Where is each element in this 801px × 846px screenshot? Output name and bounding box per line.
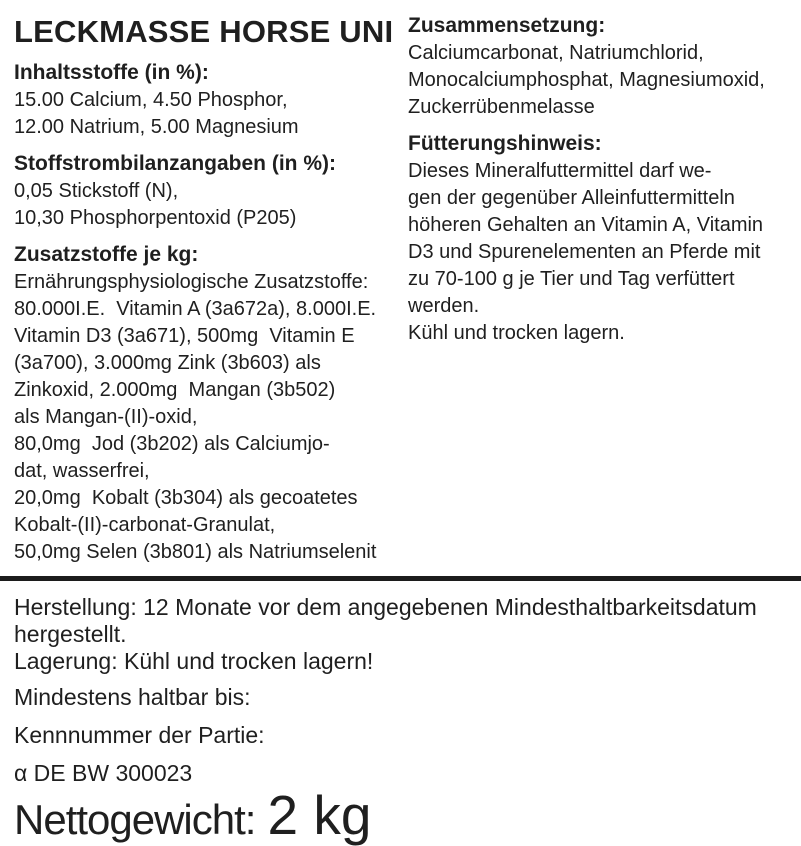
section-line: gen der gegenüber Alleinfuttermitteln: [408, 187, 735, 209]
section-line: 10,30 Phosphorpentoxid (P205): [14, 206, 297, 229]
section-line: Zuckerrübenmelasse: [408, 96, 595, 118]
section-line: zu 70-100 g je Tier und Tag verfüttert: [408, 268, 735, 290]
section-line: werden.: [408, 295, 480, 317]
net-weight-row: [14, 783, 787, 846]
section-line: 50,0mg Selen (3b801) als Natriumselenit: [14, 540, 377, 563]
section-line: 15.00 Calcium, 4.50 Phosphor,: [14, 88, 288, 111]
section-zusatzstoffe: [14, 241, 408, 566]
section-stoffstrombilanz: [14, 150, 408, 232]
best-before-label: Mindestens haltbar bis:: [14, 683, 251, 710]
section-line: Calciumcarbonat, Natriumchlorid,: [408, 42, 704, 64]
page-title: LECKMASSE HORSE UNI: [14, 14, 394, 49]
net-weight-value: 2 kg: [267, 783, 372, 846]
section-line: (3a700), 3.000mg Zink (3b603) als: [14, 351, 321, 374]
section-line: 0,05 Stickstoff (N),: [14, 179, 179, 202]
net-weight-label: Nettogewicht:: [14, 795, 256, 843]
section-line: höheren Gehalten an Vitamin A, Vitamin: [408, 214, 764, 236]
section-line: Ernährungsphysiologische Zusatzstoffe:: [14, 270, 369, 293]
section-line: Vitamin D3 (3a671), 500mg Vitamin E: [14, 324, 355, 347]
section-line: 80.000I.E. Vitamin A (3a672a), 8.000I.E.: [14, 297, 377, 320]
section-line: D3 und Spurenelementen an Pferde mit: [408, 241, 761, 263]
label-footer: [0, 581, 801, 846]
section-line: 12.00 Natrium, 5.00 Magnesium: [14, 115, 299, 138]
section-line: 20,0mg Kobalt (3b304) als gecoatetes: [14, 486, 358, 509]
section-line: Zinkoxid, 2.000mg Mangan (3b502): [14, 378, 336, 401]
section-inhaltsstoffe: [14, 59, 408, 141]
section-fuetterungshinweis: [408, 130, 787, 347]
section-line: 80,0mg Jod (3b202) als Calciumjo-: [14, 432, 330, 455]
section-line: Monocalciumphosphat, Magnesiumoxid,: [408, 69, 765, 91]
section-line: Kobalt-(II)-carbonat-Granulat,: [14, 513, 276, 536]
right-column: [408, 12, 787, 566]
production-info-line: hergestellt.: [14, 620, 127, 647]
storage-info-line: Lagerung: Kühl und trocken lagern!: [14, 647, 374, 674]
batch-number-label: Kennnummer der Partie:: [14, 721, 265, 748]
left-column: [14, 12, 408, 566]
production-info-line: Herstellung: 12 Monate vor dem angegebenen Mindesthaltbarkeitsdatum: [14, 593, 757, 620]
section-line: dat, wasserfrei,: [14, 459, 150, 482]
section-heading: Zusammensetzung:: [408, 14, 606, 37]
section-heading: Fütterungshinweis:: [408, 132, 602, 155]
section-zusammensetzung: [408, 12, 787, 121]
section-line: als Mangan-(II)-oxid,: [14, 405, 198, 428]
section-line: Kühl und trocken lagern.: [408, 322, 625, 344]
section-line: Dieses Mineralfuttermittel darf we-: [408, 160, 712, 182]
section-heading: Zusatzstoffe je kg:: [14, 242, 199, 266]
section-heading: Stoffstrombilanzangaben (in %):: [14, 151, 336, 175]
batch-number-value: α DE BW 300023: [14, 759, 193, 786]
section-heading: Inhaltsstoffe (in %):: [14, 60, 209, 84]
